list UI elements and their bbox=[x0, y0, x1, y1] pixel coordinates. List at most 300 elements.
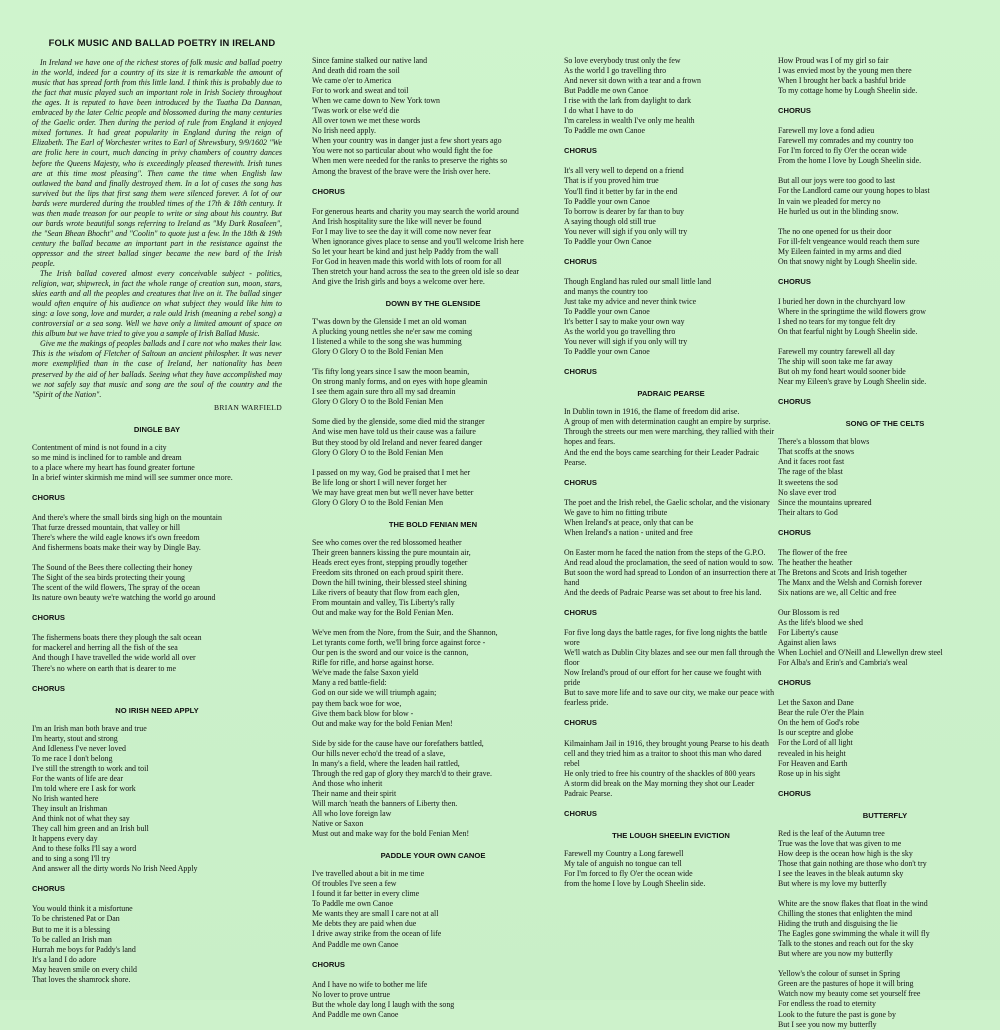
lyric-line: You would think it a misfortune bbox=[32, 904, 133, 914]
lyric-line: And those who inherit bbox=[312, 778, 383, 788]
lyric-line: I do what I have to do bbox=[564, 106, 634, 116]
lyric-line: My Eileen fainted in my arms and died bbox=[778, 246, 902, 256]
song-title: PADRAIC PEARSE bbox=[637, 389, 705, 399]
lyric-line: We may have great men but we'll never have better bbox=[312, 487, 474, 497]
songs-column-3 bbox=[564, 56, 778, 889]
stanza bbox=[32, 563, 282, 603]
lyric-line: On strong manly forms, and on eyes with hope gleamin bbox=[312, 377, 488, 387]
lyric-line: Native or Saxon bbox=[312, 819, 364, 829]
lyric-line: The Sight of the sea birds protecting their young bbox=[32, 573, 185, 583]
song-title: SONG OF THE CELTS bbox=[845, 419, 925, 429]
lyric-line: Though England has ruled our small little land bbox=[564, 276, 712, 286]
lyric-line: And answer all the dirty words No Irish Need Apply bbox=[32, 864, 198, 874]
lyric-line: No lover to prove untrue bbox=[312, 989, 391, 999]
stanza bbox=[778, 56, 992, 96]
lyric-line: We gave to him no fitting tribute bbox=[564, 507, 668, 517]
lyric-line: The Sound of the Bees there collecting their honey bbox=[32, 563, 193, 573]
lyric-line: How deep is the ocean how high is the sky bbox=[778, 848, 913, 858]
lyric-line: Those that gain nothing are those who don't try bbox=[778, 858, 927, 868]
lyric-line: To Paddle me own Canoe bbox=[312, 899, 393, 909]
column-2 bbox=[312, 56, 554, 1019]
lyric-line: When men were needed for the ranks to preserve the rights so bbox=[312, 156, 508, 166]
lyric-line: For Alba's and Erin's and Cambria's weal bbox=[778, 658, 908, 668]
lyric-line: To Paddle me own Canoe bbox=[564, 126, 645, 136]
stanza bbox=[312, 980, 554, 1020]
column-1 bbox=[32, 38, 282, 994]
lyric-line: But to me it is a blessing bbox=[32, 924, 111, 934]
lyric-line: For Heaven and Earth bbox=[778, 758, 848, 768]
lyric-line: You'll find it better by far in the end bbox=[564, 186, 678, 196]
lyric-line: Farewell my love a fond adieu bbox=[778, 126, 875, 136]
lyric-line: It's a land I do adore bbox=[32, 954, 97, 964]
lyric-line: But soon the word had spread to London of an insurrection there at hand bbox=[564, 567, 776, 587]
intro-paragraph: The Irish ballad covered almost every conceivable subject - politics, religion, war, shipwreck, in fact the whole range of creation sun, moon, stars, skies earth and all the peoples and creatures that live on it. The ballad singer would often enquire of his audience on what subject they would like him to sing: a love song, love and murder, a rale ould Irish (meaning a rebel song) a controversial or a sea song. Well we have only a limited amount of space on this album but we have tried to give you a sample of Irish Ballad Music. bbox=[32, 269, 282, 339]
lyric-line: Now Ireland's proud of our effort for her cause we fought with pride bbox=[564, 668, 762, 688]
lyric-line: Look to the future the past is gone by bbox=[778, 1009, 896, 1019]
lyric-line: For generous hearts and charity you may search the world around bbox=[312, 206, 519, 216]
lyric-line: The poet and the Irish rebel, the Gaelic scholar, and the visionary bbox=[564, 497, 770, 507]
lyric-line: But Paddle me own Canoe bbox=[564, 86, 649, 96]
stanza bbox=[32, 904, 282, 984]
lyric-line: I shed no tears for my tongue felt dry bbox=[778, 316, 896, 326]
lyric-line: pay them back woe for woe, bbox=[312, 698, 402, 708]
lyric-line: I found it far better in every clime bbox=[312, 889, 420, 899]
lyric-line: There's where the wild eagle knows it's own freedom bbox=[32, 533, 200, 543]
lyric-line: Like rivers of beauty that flow from each glen, bbox=[312, 588, 460, 598]
lyric-line: Out and make way for the Bold Fenian Men. bbox=[312, 608, 454, 618]
chorus-label: CHORUS bbox=[564, 256, 597, 266]
lyric-line: Its nature own beauty we're watching the world go around bbox=[32, 593, 216, 603]
lyric-line: Give them back blow for blow - bbox=[312, 708, 414, 718]
lyric-line: All over town we met these words bbox=[312, 116, 421, 126]
lyric-line: As the life's blood we shed bbox=[778, 618, 863, 628]
lyric-line: Farewell my Country a Long farewell bbox=[564, 848, 684, 858]
lyric-line: We've men from the Nore, from the Suir, and the Shannon, bbox=[312, 628, 498, 638]
song-title: PADDLE YOUR OWN CANOE bbox=[380, 851, 486, 861]
chorus-label: CHORUS bbox=[32, 683, 65, 693]
lyric-line: And wise men have told us their cause was a failure bbox=[312, 427, 476, 437]
lyric-line: Some died by the glenside, some died mid the stranger bbox=[312, 417, 485, 427]
chorus-label: CHORUS bbox=[312, 959, 345, 969]
lyric-line: From the home I love by Lough Sheelin side. bbox=[778, 156, 922, 166]
stanza bbox=[564, 277, 778, 357]
lyric-line: Their altars to God bbox=[778, 507, 838, 517]
lyric-line: There's no where on earth that is dearer to me bbox=[32, 663, 177, 673]
lyric-line: But to save more life and to save our city, we make our peace with fearless pride. bbox=[564, 688, 775, 708]
lyric-line: He only tried to free his country of the shackles of 800 years bbox=[564, 768, 756, 778]
chorus-label: CHORUS bbox=[778, 678, 811, 688]
song-title: DOWN BY THE GLENSIDE bbox=[385, 298, 481, 308]
lyric-line: I've travelled about a bit in me time bbox=[312, 869, 425, 879]
songs-column-1 bbox=[32, 425, 282, 985]
lyric-line: To my cottage home by Lough Sheelin side. bbox=[778, 86, 918, 96]
lyric-line: When Ireland's a nation - united and free bbox=[564, 527, 693, 537]
lyric-line: For I'm forced to fly O'er the ocean wide bbox=[778, 146, 907, 156]
lyric-line: All who love foreign law bbox=[312, 809, 392, 818]
lyric-line: And the deeds of Padraic Pearse was set about to free his land. bbox=[564, 588, 762, 598]
lyric-line: Our hills never echo'd the tread of a slave, bbox=[312, 748, 446, 758]
lyric-line: But where is my love my butterfly bbox=[778, 879, 887, 888]
lyric-line: No slave ever trod bbox=[778, 487, 837, 497]
lyric-line: God on our side we will triumph again; bbox=[312, 688, 437, 698]
lyric-line: May heaven smile on every child bbox=[32, 964, 137, 974]
lyric-line: Green are the pastures of hope it will bring bbox=[778, 979, 914, 989]
stanza bbox=[778, 608, 992, 668]
author-signature: BRIAN WARFIELD bbox=[214, 402, 282, 412]
lyric-line: So love everybody trust only the few bbox=[564, 56, 681, 65]
lyric-line: The scent of the wild flowers, The spray of the ocean bbox=[32, 583, 200, 593]
lyric-line: Glory O Glory O to the Bold Fenian Men bbox=[312, 397, 444, 407]
lyric-line: I'm told where ere I ask for work bbox=[32, 783, 136, 793]
chorus-label: CHORUS bbox=[32, 613, 65, 623]
lyric-line: The rage of the blast bbox=[778, 467, 843, 477]
stanza bbox=[312, 468, 554, 508]
intro-essay bbox=[32, 58, 282, 400]
lyric-line: Let tyrants come forth, we'll bring force against force - bbox=[312, 638, 486, 648]
lyric-line: I drive away strike from the ocean of life bbox=[312, 929, 442, 939]
stanza bbox=[32, 443, 282, 483]
lyric-line: For five long days the battle rages, for five long nights the battle wore bbox=[564, 628, 768, 648]
lyric-line: He hurled us out in the blinding snow. bbox=[778, 206, 899, 216]
lyric-line: Glory O Glory O to the Bold Fenian Men bbox=[312, 497, 444, 507]
lyric-line: Watch now my beauty come set yourself free bbox=[778, 989, 921, 999]
lyric-line: To Paddle your own Canoe bbox=[564, 347, 650, 357]
lyric-line: Out and make way for the bold Fenian Men! bbox=[312, 718, 453, 728]
stanza bbox=[312, 869, 554, 949]
lyric-line: Six nations are we, all Celtic and free bbox=[778, 587, 897, 597]
stanza bbox=[564, 166, 778, 246]
lyric-line: revealed in his height bbox=[778, 748, 846, 758]
stanza bbox=[564, 739, 778, 799]
stanza bbox=[778, 347, 992, 387]
lyric-line: But where are you now my butterfly bbox=[778, 949, 893, 959]
lyric-line: The Manx and the Welsh and Cornish forever bbox=[778, 577, 923, 587]
lyric-line: I rise with the lark from daylight to dark bbox=[564, 96, 692, 106]
lyric-line: For God in heaven made this world with lots of room for all bbox=[312, 256, 502, 266]
lyric-line: And think not of what they say bbox=[32, 814, 130, 824]
page-title: FOLK MUSIC AND BALLAD POETRY IN IRELAND bbox=[48, 37, 276, 48]
lyric-line: And Paddle me own Canoe bbox=[312, 939, 399, 949]
lyric-line: A group of men with determination caught an empire by surprise. bbox=[564, 417, 771, 427]
chorus-label: CHORUS bbox=[778, 527, 811, 537]
lyric-line: No Irish need apply. bbox=[312, 126, 376, 136]
lyric-line: for mackerel and herring all the fish of the sea bbox=[32, 643, 178, 653]
stanza bbox=[564, 548, 778, 598]
lyric-line: See who comes over the red blossomed heather bbox=[312, 537, 462, 547]
lyric-line: You never will sigh if you only will try bbox=[564, 226, 688, 236]
lyric-line: Yellow's the colour of sunset in Spring bbox=[778, 969, 901, 979]
lyric-line: so me mind is inclined for to ramble and dream bbox=[32, 452, 182, 462]
chorus-label: CHORUS bbox=[564, 608, 597, 618]
lyric-line: And Paddle me own Canoe bbox=[312, 1009, 399, 1019]
lyric-line: When Lochiel and O'Neill and Llewellyn drew steel bbox=[778, 648, 943, 658]
lyric-line: And Irish hospitality sure the like will never be found bbox=[312, 216, 482, 226]
lyric-line: And fishermens boats make their way by Dingle Bay. bbox=[32, 543, 201, 553]
lyric-line: Hurrah me boys for Paddy's land bbox=[32, 944, 136, 954]
lyric-line: from the home I love by Lough Sheelin side. bbox=[564, 879, 706, 889]
song-title: NO IRISH NEED APPLY bbox=[115, 705, 199, 715]
lyric-line: How Proud was I of my girl so fair bbox=[778, 56, 889, 65]
lyric-line: When we came down to New York town bbox=[312, 96, 440, 106]
song-title: DINGLE BAY bbox=[133, 424, 181, 434]
stanza bbox=[312, 56, 554, 177]
lyric-line: There's a blossom that blows bbox=[778, 437, 870, 447]
lyric-line: Farewell my country farewell all day bbox=[778, 347, 895, 357]
lyric-line: For I may live to see the day it will come now never fear bbox=[312, 226, 492, 236]
stanza bbox=[312, 538, 554, 618]
stanza bbox=[778, 297, 992, 337]
chorus-label: CHORUS bbox=[564, 718, 597, 728]
lyric-line: The Eagles gone swimming the whale it will fly bbox=[778, 929, 930, 939]
lyric-line: For I'm forced to fly O'er the ocean wide bbox=[564, 869, 693, 878]
lyric-line: and to sing a song I'll try bbox=[32, 854, 111, 864]
lyric-line: When Ireland's at peace, only that can be bbox=[564, 517, 694, 527]
lyric-line: But the whole day long I laugh with the song bbox=[312, 999, 455, 1009]
lyric-line: For to work and sweat and toil bbox=[312, 86, 409, 96]
lyric-line: The ship will soon take me far away bbox=[778, 357, 893, 367]
lyric-line: That is if you proved him true bbox=[564, 176, 659, 186]
lyric-line: Me debts they are paid when due bbox=[312, 919, 417, 929]
stanza bbox=[32, 633, 282, 673]
lyric-line: Our Blossom is red bbox=[778, 607, 840, 617]
lyric-line: It sweetens the sod bbox=[778, 477, 838, 487]
lyric-line: I'm careless in wealth I've only me health bbox=[564, 116, 695, 126]
lyric-line: We've made the false Saxon yield bbox=[312, 668, 419, 678]
lyric-line: Hiding the truth and disguising the lie bbox=[778, 919, 898, 929]
lyric-line: A saying though old still true bbox=[564, 216, 656, 226]
lyric-line: In many's a field, where the leaden hail rattled, bbox=[312, 758, 460, 768]
lyric-line: In vain we pleaded for mercy no bbox=[778, 196, 881, 206]
song-title: THE BOLD FENIAN MEN bbox=[388, 519, 478, 529]
lyric-line: Our pen is the sword and our voice is the cannon, bbox=[312, 648, 469, 658]
lyric-line: As the world you go travelling thro bbox=[564, 327, 676, 337]
lyric-line: Is our sceptre and globe bbox=[778, 728, 854, 738]
lyric-line: To borrow is dearer by far than to buy bbox=[564, 206, 684, 216]
lyric-line: But oh my fond heart would sooner bide bbox=[778, 367, 906, 377]
lyric-line: T'was down by the Glenside I met an old woman bbox=[312, 317, 467, 327]
lyric-line: To be called an Irish man bbox=[32, 934, 112, 944]
lyric-line: Me wants they are small I care not at all bbox=[312, 909, 439, 919]
stanza bbox=[778, 969, 992, 1029]
lyric-line: I buried her down in the churchyard low bbox=[778, 296, 906, 306]
lyric-line: But they stood by old Ireland and never feared danger bbox=[312, 437, 483, 447]
lyric-line: To Paddle your Own Canoe bbox=[564, 236, 652, 246]
lyric-line: To be christened Pat or Dan bbox=[32, 914, 120, 924]
lyric-line: Many a red battle-field: bbox=[312, 678, 387, 688]
lyric-line: For the Landlord came our young hopes to blast bbox=[778, 186, 930, 196]
stanza bbox=[778, 176, 992, 216]
lyric-line: And to these folks I'll say a word bbox=[32, 844, 137, 854]
stanza bbox=[312, 628, 554, 728]
lyric-line: On the hem of God's robe bbox=[778, 718, 860, 728]
lyric-line: The no one opened for us their door bbox=[778, 226, 892, 236]
lyric-line: A storm did break on the May morning they shot our Leader Padraic Pearse. bbox=[564, 778, 755, 798]
chorus-label: CHORUS bbox=[32, 884, 65, 894]
lyric-line: Glory O Glory O to the Bold Fenian Men bbox=[312, 347, 444, 357]
lyric-line: On that snowy night by Lough Sheelin side. bbox=[778, 256, 917, 266]
lyric-line: It's better I say to make your own way bbox=[564, 317, 685, 327]
lyric-line: So let your heart be kind and just help Paddy from the wall bbox=[312, 246, 499, 256]
lyric-line: Near my Eileen's grave by Lough Sheelin side. bbox=[778, 377, 927, 387]
lyric-line: For ill-felt vengeance would reach them sure bbox=[778, 236, 920, 246]
lyric-line: Their name and their spirit bbox=[312, 788, 397, 798]
lyric-line: Rose up in his sight bbox=[778, 768, 841, 778]
stanza bbox=[564, 407, 778, 467]
songs-column-4 bbox=[778, 56, 992, 1030]
lyric-line: I listened a while to the song she was humming bbox=[312, 337, 462, 347]
stanza bbox=[564, 849, 778, 889]
lyric-line: On Easter morn he faced the nation from the steps of the G.P.O. bbox=[564, 547, 766, 557]
lyric-line: They insult an Irishman bbox=[32, 804, 108, 814]
lyric-line: On that fearful night by Lough Sheelin side. bbox=[778, 326, 918, 336]
lyric-line: That scoffs at the snows bbox=[778, 447, 855, 457]
lyric-line: And death did roam the soil bbox=[312, 66, 400, 76]
stanza bbox=[778, 126, 992, 166]
lyric-line: Must out and make way for the bold Fenian Men! bbox=[312, 829, 470, 839]
intro-paragraph: In Ireland we have one of the richest stores of folk music and ballad poetry in the world, indeed for a country of its size it is remarkable the amount of music that has spread forth from this little land. I think this is probably due to the fact that music played such an important role in Irish Society throughout the ages. It is reputed to have been introduced by the Tuatha Da Dannan, embraced by the later Celtic people and blossomed during the many centuries of the Gaelic order. Then during the period of rule from England it enjoyed mixed fortunes. It had great popularity in England during the reign of Elizabeth. The Earl of Worchester writes to Earl of Shrewsbury, 9/9/1602 "We are frolic here in court, much dancing in privy chambers of country dances before the Queens Majesty, who is exceedingly pleased therewith. Irish tunes are at this time most pleasing". Then came the time when English law outlawed the band and finally destroyed them. In a lot of cases the song has survived but the lips that first sang them were silenced forever. A lot of our bards were murdered during the troubled times of the 17th & 18th century. It was then made treason for our people to write or sing about his country. But our bards wrote beautiful songs referring to Ireland as "My Dark Rosaleen", the "Sean Bhean Bhocht" and "Coolin" to quote just a few. In the 18th & 19th century the ballad became an important part in the resistance against the oppressor and the street ballad singer became the new bard of the Irish people. bbox=[32, 58, 282, 268]
lyric-line: The flower of the free bbox=[778, 547, 848, 557]
stanza bbox=[312, 739, 554, 839]
lyric-line: to a place where my heart has found greater fortune bbox=[32, 462, 195, 472]
lyric-line: and manys the country too bbox=[564, 286, 648, 296]
song-title: BUTTERFLY bbox=[862, 810, 908, 820]
lyric-line: And there's where the small birds sing high on the mountain bbox=[32, 512, 222, 522]
lyric-line: And it faces root fast bbox=[778, 457, 845, 467]
lyric-line: To Paddle your own Canoe bbox=[564, 306, 650, 316]
lyric-line: My tale of anguish no tongue can tell bbox=[564, 858, 682, 868]
lyric-line: White are the snow flakes that float in the wind bbox=[778, 899, 928, 909]
lyric-line: True was the love that was given to me bbox=[778, 838, 902, 848]
lyric-line: When ignorance gives place to sense and you'll welcome Irish here bbox=[312, 236, 524, 246]
lyric-line: But all our joys were too good to last bbox=[778, 176, 896, 186]
chorus-label: CHORUS bbox=[778, 788, 811, 798]
lyric-line: Of troubles I've seen a few bbox=[312, 879, 397, 889]
chorus-label: CHORUS bbox=[312, 186, 345, 196]
song-title: THE LOUGH SHEELIN EVICTION bbox=[612, 830, 730, 840]
lyric-line: In Dublin town in 1916, the flame of freedom did arise. bbox=[564, 407, 740, 417]
lyric-line: They call him green and an Irish bull bbox=[32, 824, 149, 834]
stanza bbox=[778, 829, 992, 889]
lyric-line: Then stretch your hand across the sea to the green old isle so dear bbox=[312, 266, 520, 276]
lyric-line: For endless the road to eternity bbox=[778, 999, 876, 1009]
lyric-line: You never will sigh if you only will try bbox=[564, 337, 688, 347]
stanza bbox=[312, 367, 554, 407]
chorus-label: CHORUS bbox=[778, 106, 811, 116]
stanza bbox=[312, 417, 554, 457]
lyric-line: I've still the strength to work and toil bbox=[32, 763, 149, 773]
stanza bbox=[778, 548, 992, 598]
lyric-line: Through the streets our men were marching, they rallied with their hopes and fears. bbox=[564, 427, 775, 447]
stanza bbox=[778, 698, 992, 778]
lyric-line: When I brought her back a bashful bride bbox=[778, 76, 906, 86]
lyric-line: Among the bravest of the brave were the Irish over here. bbox=[312, 166, 491, 176]
chorus-label: CHORUS bbox=[32, 492, 65, 502]
lyric-line: When your country was in danger just a few short years ago bbox=[312, 136, 502, 146]
lyric-line: Red is the leaf of the Autumn tree bbox=[778, 828, 885, 838]
column-3 bbox=[564, 56, 778, 994]
lyric-line: And though I have travelled the wide world all over bbox=[32, 653, 196, 663]
stanza bbox=[564, 498, 778, 538]
chorus-label: CHORUS bbox=[564, 146, 597, 156]
lyric-line: We'll watch as Dublin City blazes and see our men fall through the floor bbox=[564, 648, 775, 668]
lyric-line: Glory O Glory O to the Bold Fenian Men bbox=[312, 447, 444, 457]
lyric-line: Just take my advice and never think twice bbox=[564, 296, 697, 306]
stanza bbox=[564, 628, 778, 708]
lyric-line: Since the mountains upreared bbox=[778, 497, 872, 507]
lyric-line: It happens every day bbox=[32, 834, 98, 844]
chorus-label: CHORUS bbox=[564, 477, 597, 487]
lyric-line: As the world I go travelling thro bbox=[564, 66, 667, 76]
lyric-line: Talk to the stones and reach out for the sky bbox=[778, 939, 914, 949]
stanza bbox=[778, 899, 992, 959]
lyric-line: Rifle for rifle, and horse against horse. bbox=[312, 658, 434, 668]
lyric-line: And the end the boys came searching for their Leader Padraic Pearse. bbox=[564, 447, 759, 467]
lyric-line: For the wants of life are dear bbox=[32, 773, 124, 783]
lyric-line: The fishermens boats there they plough the salt ocean bbox=[32, 633, 202, 643]
lyric-line: It's all very well to depend on a friend bbox=[564, 166, 684, 176]
lyric-line: The heather the heather bbox=[778, 557, 853, 567]
stanza bbox=[778, 437, 992, 517]
stanza bbox=[564, 56, 778, 136]
chorus-label: CHORUS bbox=[778, 397, 811, 407]
lyric-line: And I have no wife to bother me life bbox=[312, 979, 428, 989]
stanza bbox=[32, 513, 282, 553]
lyric-line: I'm an Irish man both brave and true bbox=[32, 723, 147, 733]
lyric-line: Against alien laws bbox=[778, 638, 837, 648]
lyric-line: You were not so particular about who would fight the foe bbox=[312, 146, 493, 156]
column-4 bbox=[778, 56, 992, 1029]
stanza bbox=[312, 207, 554, 287]
lyric-line: From mountain and valley, Tis Liberty's rally bbox=[312, 598, 455, 608]
lyric-line: For Liberty's cause bbox=[778, 628, 839, 638]
lyric-line: Be life long or short I will never forget her bbox=[312, 477, 447, 487]
stanza bbox=[778, 227, 992, 267]
stanza bbox=[32, 724, 282, 875]
lyric-line: 'Tis fifty long years since I saw the moon beamin, bbox=[312, 367, 470, 377]
lyric-line: Their green banners kissing the pure mountain air, bbox=[312, 547, 471, 557]
lyric-line: 'Twas work or else we'd die bbox=[312, 106, 400, 116]
lyric-line: I see them again sure thro all my sad dreamin bbox=[312, 387, 456, 397]
lyric-line: That furze dressed mountain, that valley or hill bbox=[32, 523, 181, 533]
lyric-line: And Idleness I've never loved bbox=[32, 743, 126, 753]
lyric-line: And give the Irish girls and boys a welcome over here. bbox=[312, 276, 485, 286]
lyric-line: Let the Saxon and Dane bbox=[778, 698, 854, 708]
lyric-line: No Irish wanted here bbox=[32, 794, 99, 803]
lyric-line: That loves the shamrock shore. bbox=[32, 974, 131, 984]
lyric-line: Farewell my comrades and my country too bbox=[778, 136, 914, 146]
lyric-line: Will march 'neath the banners of Liberty then. bbox=[312, 798, 458, 808]
lyric-line: I'm hearty, stout and strong bbox=[32, 733, 118, 743]
intro-paragraph: Give me the makings of peoples ballads and I care not who makes their law. This is the wisdom of Fletcher of Saltoun an ancient philospher. It was never more exemplified than in the case of Ireland, her nationality has been preserved by the aid of her ballads. Seeing what they have accomplished may we not safely say that music and song are the soul of the country and the "Spirit of the Nation". bbox=[32, 339, 282, 399]
lyric-line: Through the red gap of glory they march'd to their grave. bbox=[312, 768, 492, 778]
songs-column-2 bbox=[312, 56, 554, 1020]
lyric-line: And never sit down with a tear and a frown bbox=[564, 76, 701, 86]
lyric-line: Side by side for the cause have our forefathers battled, bbox=[312, 738, 484, 748]
lyric-line: Down the hill twining, their blessed steel shining bbox=[312, 578, 467, 588]
chorus-label: CHORUS bbox=[564, 367, 597, 377]
chorus-label: CHORUS bbox=[778, 276, 811, 286]
lyric-line: Chilling the stones that enlighten the mind bbox=[778, 909, 913, 919]
lyric-line: Heads erect eyes front, stepping proudly together bbox=[312, 557, 468, 567]
lyric-line: But I see you now my butterfly bbox=[778, 1019, 877, 1029]
lyric-line: To me race I don't belong bbox=[32, 753, 113, 763]
lyric-line: I see the leaves in the bleak autumn sky bbox=[778, 868, 904, 878]
lyric-line: In a brief winter skirmish me mind will see summer once more. bbox=[32, 472, 233, 482]
lyric-line: Kilmainham Jail in 1916, they brought young Pearse to his death cell and they tried him as a traitor to shoot this man who dared rebel bbox=[564, 738, 769, 768]
lyric-line: The Bretons and Scots and Irish together bbox=[778, 567, 907, 577]
lyric-line: Where in the springtime the wild flowers grow bbox=[778, 306, 926, 316]
lyric-line: We came o'er to America bbox=[312, 76, 392, 86]
